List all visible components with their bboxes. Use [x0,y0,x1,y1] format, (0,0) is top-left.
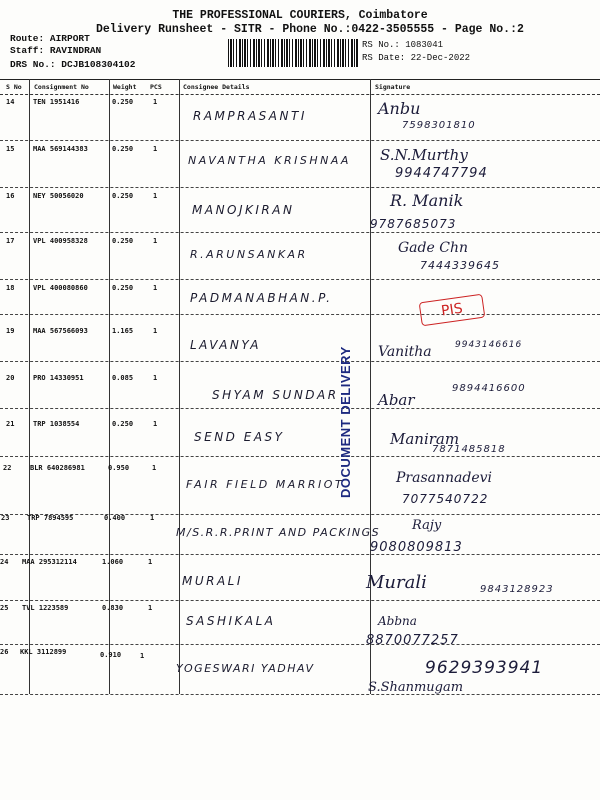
row-phone: 7871485818 [432,444,506,455]
row-pcs: 1 [140,652,145,660]
row-consignment: NEY 50056020 [33,192,84,200]
pis-mark: PIS [419,294,486,327]
row-sno: 16 [6,192,15,200]
row-weight: 0.250 [112,237,134,245]
row-consignee: R.ARUNSANKAR [190,248,308,261]
row-consignment: TRP 7894595 [27,514,74,522]
rs-number: RS No.: 1083041 [362,40,444,50]
rs-date: RS Date: 22-Dec-2022 [362,53,471,63]
row-weight: 0.910 [100,651,122,659]
row-phone: 9843128923 [480,584,554,595]
row-weight: 0.830 [102,604,124,612]
row-consignment: TEN 1951416 [33,98,80,106]
row-weight: 0.250 [112,420,134,428]
col-consignment: Consignment No [34,83,89,91]
row-weight: 1.165 [112,327,134,335]
row-weight: 0.250 [112,145,134,153]
row-pcs: 1 [153,327,158,335]
col-pcs: PCS [150,83,162,91]
row-signature: Maniram [390,430,460,448]
row-consignee: PADMANABHAN.P. [190,291,333,305]
row-pcs: 1 [153,192,158,200]
row-signature: Abar [378,391,415,409]
table-row [0,279,600,315]
row-consignee: NAVANTHA KRISHNAA [188,154,351,167]
drs-number: DRS No.: DCJB108304102 [10,59,136,70]
row-consignment: KKL 3112899 [20,648,67,656]
row-sno: 19 [6,327,15,335]
row-signature: Rajy [412,518,442,533]
row-weight: 1.060 [102,558,124,566]
row-consignment: MAA 569144383 [33,145,88,153]
row-consignee: LAVANYA [190,338,261,352]
row-pcs: 1 [153,145,158,153]
row-consignment: PRO 14330951 [33,374,84,382]
route-label: Route: AIRPORT [10,33,90,44]
col-consignee: Consignee Details [183,83,250,91]
table-row [0,456,600,515]
row-weight: 0.250 [112,192,134,200]
row-weight: 0.250 [112,284,134,292]
table-row [0,554,600,601]
row-phone: 8870077257 [366,633,459,648]
barcode [228,39,358,67]
row-consignment: BLR 640286981 [30,464,85,472]
row-pcs: 1 [148,558,153,566]
row-consignment: MAA 567566093 [33,327,88,335]
row-weight: 0.400 [104,514,126,522]
row-pcs: 1 [153,420,158,428]
col-signature: Signature [375,83,411,91]
row-weight: 0.250 [112,98,134,106]
row-pcs: 1 [153,374,158,382]
document-delivery-stamp: DOCUMENT DELIVERY [338,346,353,498]
col-sno: S No [6,83,22,91]
row-consignee: M/S.R.R.PRINT AND PACKINGS [176,526,381,539]
row-sno: 25 [0,604,9,612]
row-consignee: MANOJKIRAN [192,203,295,217]
table-row [0,514,600,555]
row-consignment: VPL 400958328 [33,237,88,245]
row-phone: 9629393941 [425,658,544,678]
row-phone: 9944747794 [395,166,488,181]
row-signature: Anbu [378,99,421,118]
row-consignment: MAA 295312114 [22,558,77,566]
row-sno: 26 [0,648,9,656]
row-signature: Prasannadevi [396,470,493,486]
staff-label: Staff: RAVINDRAN [10,45,102,56]
row-pcs: 1 [150,514,155,522]
row-pcs: 1 [153,284,158,292]
table-row [0,93,600,141]
row-pcs: 1 [148,604,153,612]
runsheet-title: Delivery Runsheet - SITR - Phone No.:0422-3505555 - Page No.:2 [96,23,524,36]
row-phone: 7598301810 [402,120,476,131]
table-row [0,232,600,280]
row-sno: 18 [6,284,15,292]
row-sno: 15 [6,145,15,153]
row-signature: Vanitha [378,344,432,360]
row-phone: 9080809813 [370,540,463,555]
row-pcs: 1 [153,237,158,245]
row-phone: 9943146616 [455,340,523,350]
row-pcs: 1 [152,464,157,472]
row-signature: S.Shanmugam [368,680,464,695]
row-phone: 7077540722 [402,492,489,506]
row-phone: 9787685073 [370,217,457,231]
table-row [0,140,600,188]
row-sno: 21 [6,420,15,428]
row-consignee: FAIR FIELD MARRIOT [186,478,345,491]
row-sno: 23 [1,514,10,522]
row-pcs: 1 [153,98,158,106]
row-signature: Gade Chn [398,240,468,256]
table-row [0,187,600,233]
row-consignment: VPL 400080860 [33,284,88,292]
row-signature: Murali [366,572,427,593]
row-consignee: RAMPRASANTI [193,109,307,123]
row-sno: 24 [0,558,9,566]
row-signature: Abbna [378,614,417,628]
row-weight: 0.085 [112,374,134,382]
row-consignee: SASHIKALA [186,614,276,628]
row-phone: 9894416600 [452,383,526,394]
row-consignee: MURALI [182,574,243,588]
row-consignee: SHYAM SUNDAR [212,388,339,402]
row-consignment: TVL 1223589 [22,604,69,612]
company-name: THE PROFESSIONAL COURIERS, Coimbatore [172,9,428,22]
row-sno: 17 [6,237,15,245]
table-row [0,600,600,648]
row-sno: 22 [3,464,12,472]
row-phone: 7444339645 [420,259,500,272]
table-row [0,361,600,409]
row-sno: 20 [6,374,15,382]
row-consignee: SEND EASY [194,430,285,444]
table-row [0,314,600,362]
row-signature: R. Manik [390,191,464,210]
row-consignment: TRP 1038554 [33,420,80,428]
row-sno: 14 [6,98,15,106]
table-row [0,408,600,457]
table-row [0,644,600,695]
row-consignee: YOGESWARI YADHAV [176,662,315,675]
row-signature: S.N.Murthy [380,146,468,164]
col-weight: Weight [113,83,137,91]
row-weight: 0.950 [108,464,130,472]
